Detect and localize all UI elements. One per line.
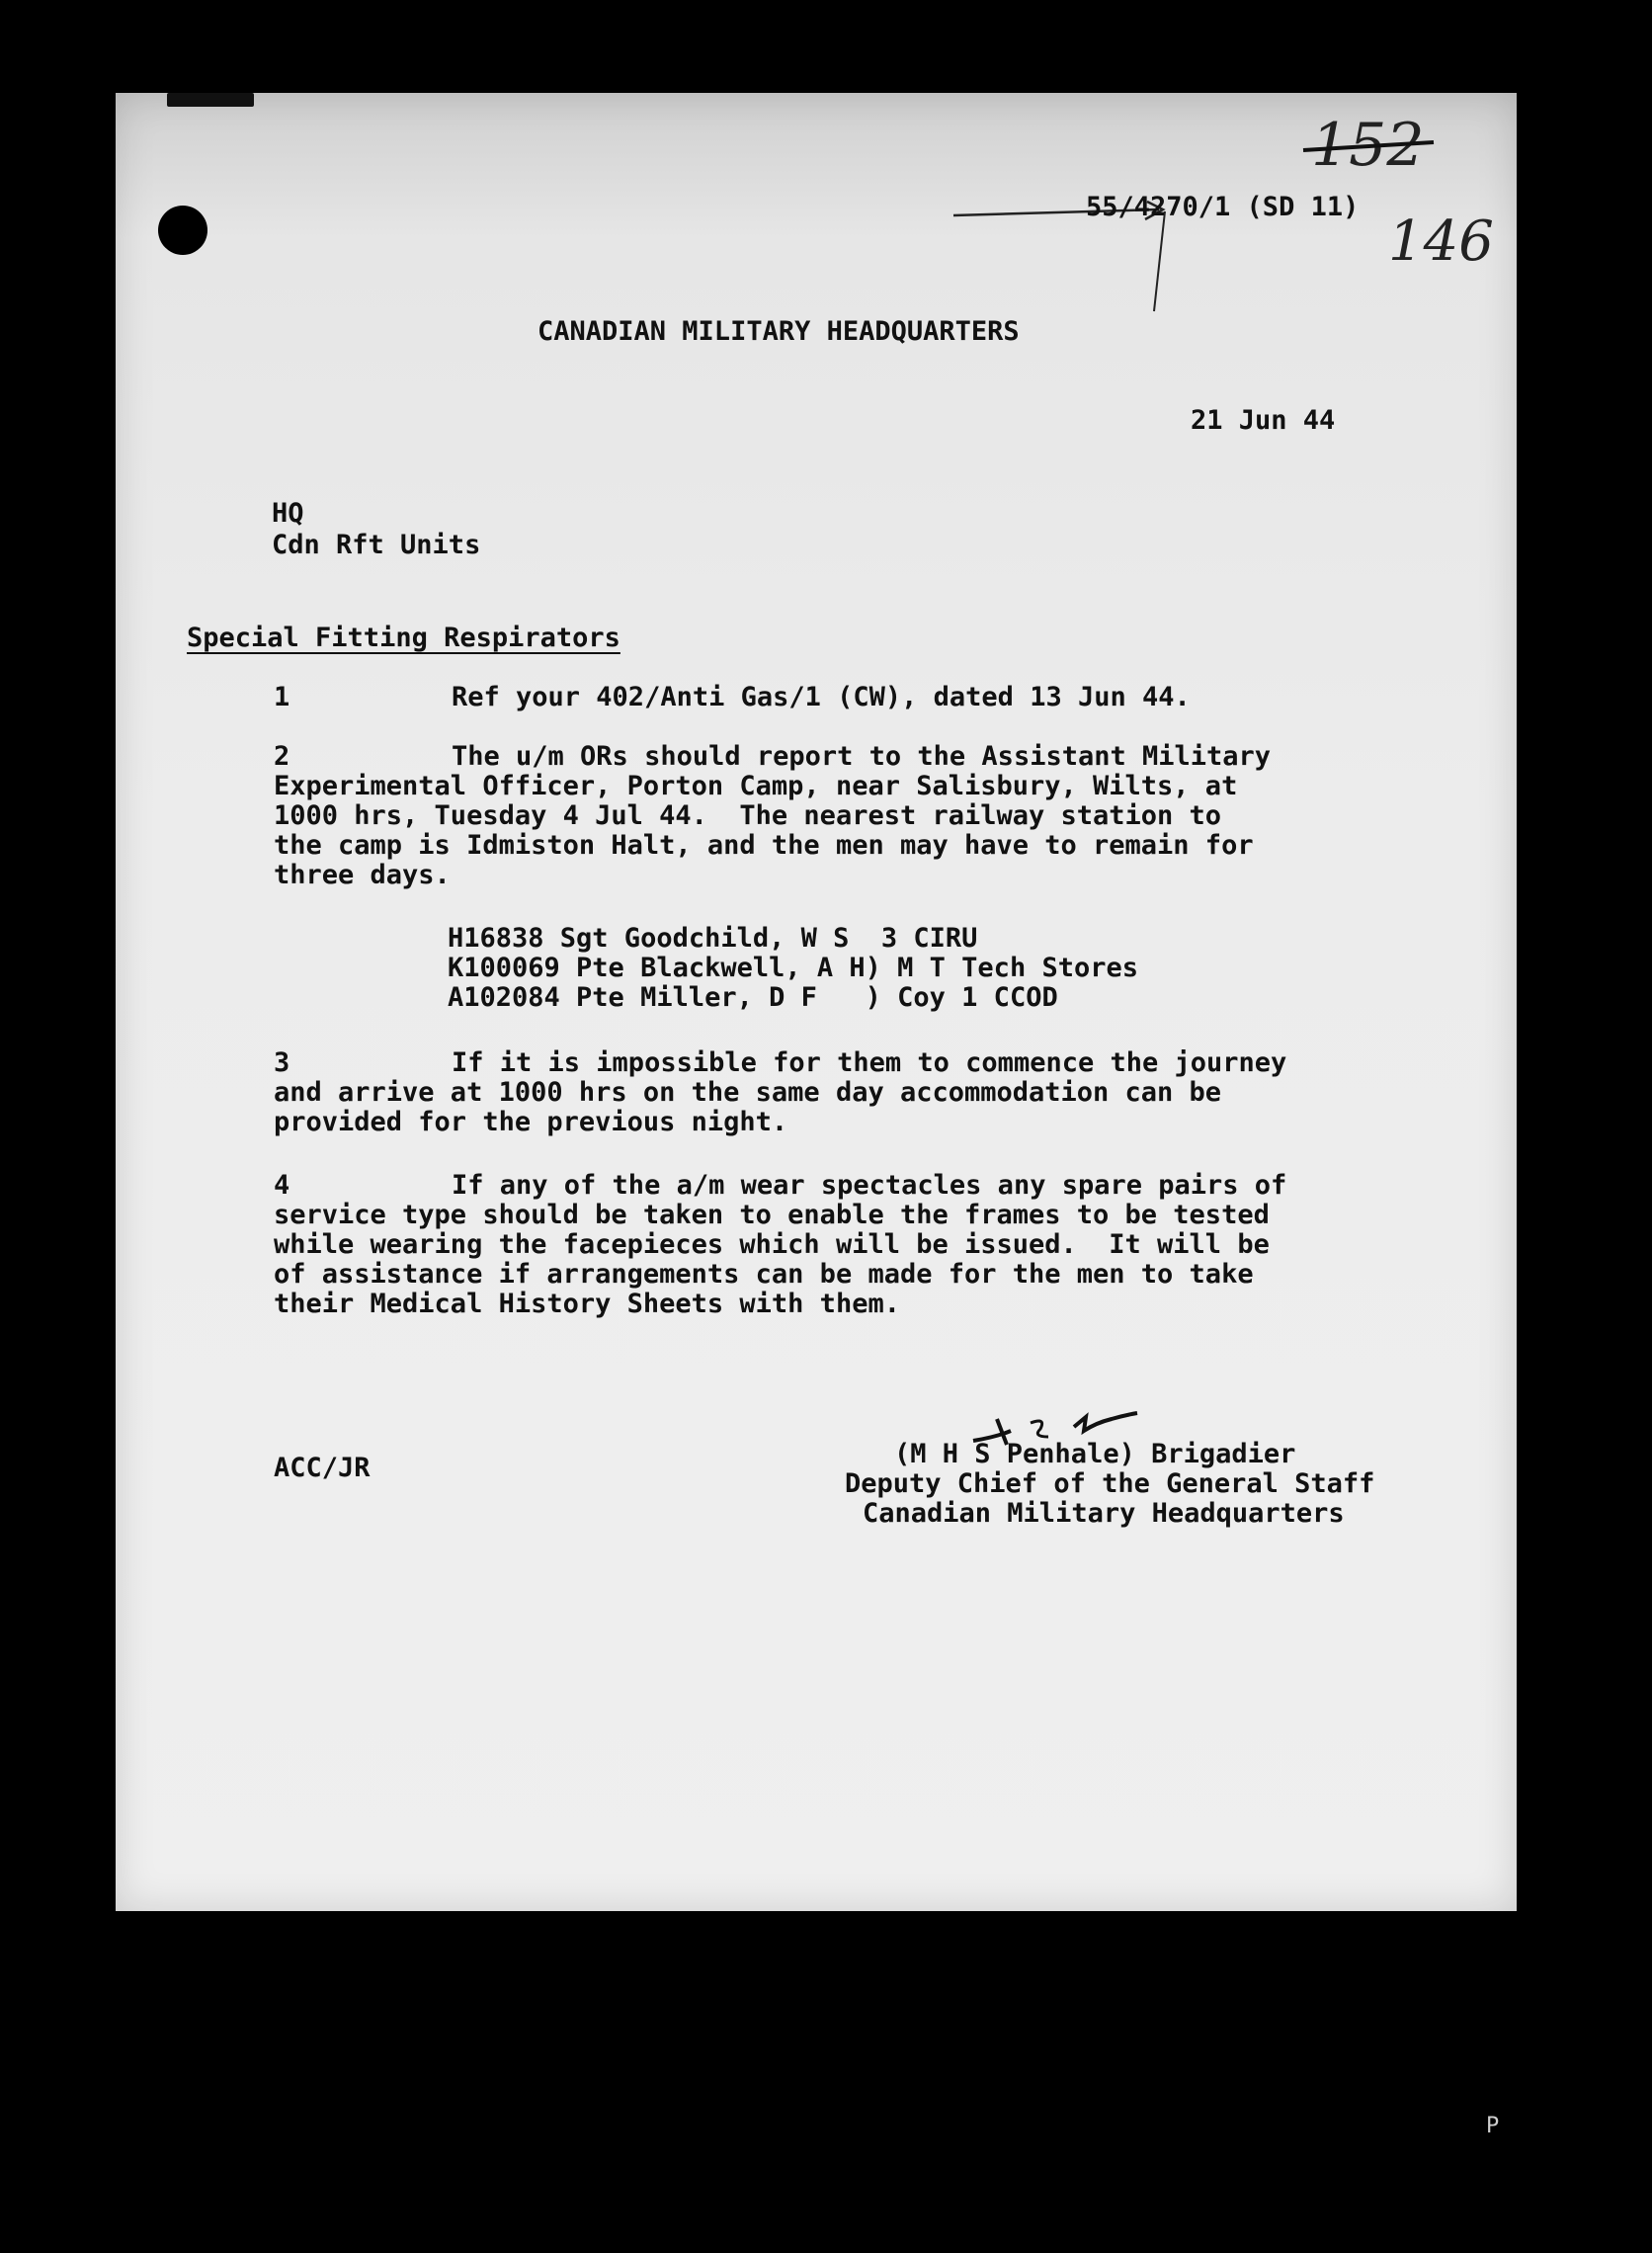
paragraph-line: the camp is Idmiston Halt, and the men may have to remain for (274, 830, 1254, 861)
personnel-entry: K100069 Pte Blackwell, A H) M T Tech Stores (448, 953, 1138, 983)
top-edge-mark (167, 93, 254, 107)
paragraph-number: 2 (274, 741, 290, 772)
paragraph-line: provided for the previous night. (274, 1107, 788, 1137)
paragraph-line: 1000 hrs, Tuesday 4 Jul 44. The nearest railway station to (274, 800, 1222, 831)
letter-date: 21 Jun 44 (1191, 405, 1336, 436)
reference-initials: ACC/JR (274, 1453, 371, 1483)
handwritten-struck-number: 152 (1311, 111, 1425, 180)
paragraph-line: while wearing the facepieces which will be issued. It will be (274, 1229, 1270, 1260)
strike-line-icon (1301, 132, 1440, 162)
corner-mark: P (1486, 2114, 1500, 2138)
personnel-entry: H16838 Sgt Goodchild, W S 3 CIRU (448, 923, 978, 954)
paragraph-number: 4 (274, 1170, 290, 1201)
paragraph-line: of assistance if arrangements can be made for the men to take (274, 1259, 1254, 1290)
handwritten-page-number: 146 (1388, 209, 1494, 274)
paragraph-text: If any of the a/m wear spectacles any spare pairs of (452, 1170, 1287, 1201)
signatory-name: (M H S Penhale) Brigadier (894, 1439, 1296, 1469)
letterhead: CANADIAN MILITARY HEADQUARTERS (537, 316, 1020, 347)
addressee-line-2: Cdn Rft Units (272, 530, 481, 560)
document-page (116, 93, 1517, 1911)
paragraph-text: Ref your 402/Anti Gas/1 (CW), dated 13 Jun 44. (452, 682, 1191, 712)
reference-number: 55/4270/1 (SD 11) (1086, 192, 1360, 222)
paragraph-text: If it is impossible for them to commence the journey (452, 1047, 1287, 1078)
addressee-line-1: HQ (272, 498, 304, 529)
signatory-org: Canadian Military Headquarters (863, 1498, 1345, 1529)
paragraph-text: The u/m ORs should report to the Assistant Military (452, 741, 1272, 772)
subject-heading: Special Fitting Respirators (187, 623, 620, 653)
punch-hole (158, 206, 207, 255)
paragraph-line: their Medical History Sheets with them. (274, 1289, 900, 1319)
personnel-entry: A102084 Pte Miller, D F ) Coy 1 CCOD (448, 982, 1058, 1013)
paragraph-number: 3 (274, 1047, 290, 1078)
paragraph-number: 1 (274, 682, 290, 712)
paragraph-line: three days. (274, 860, 451, 890)
paragraph-line: Experimental Officer, Porton Camp, near Salisbury, Wilts, at (274, 771, 1238, 801)
paragraph-line: and arrive at 1000 hrs on the same day accommodation can be (274, 1077, 1222, 1108)
paragraph-line: service type should be taken to enable the frames to be tested (274, 1200, 1270, 1230)
signatory-title: Deputy Chief of the General Staff (845, 1468, 1375, 1499)
